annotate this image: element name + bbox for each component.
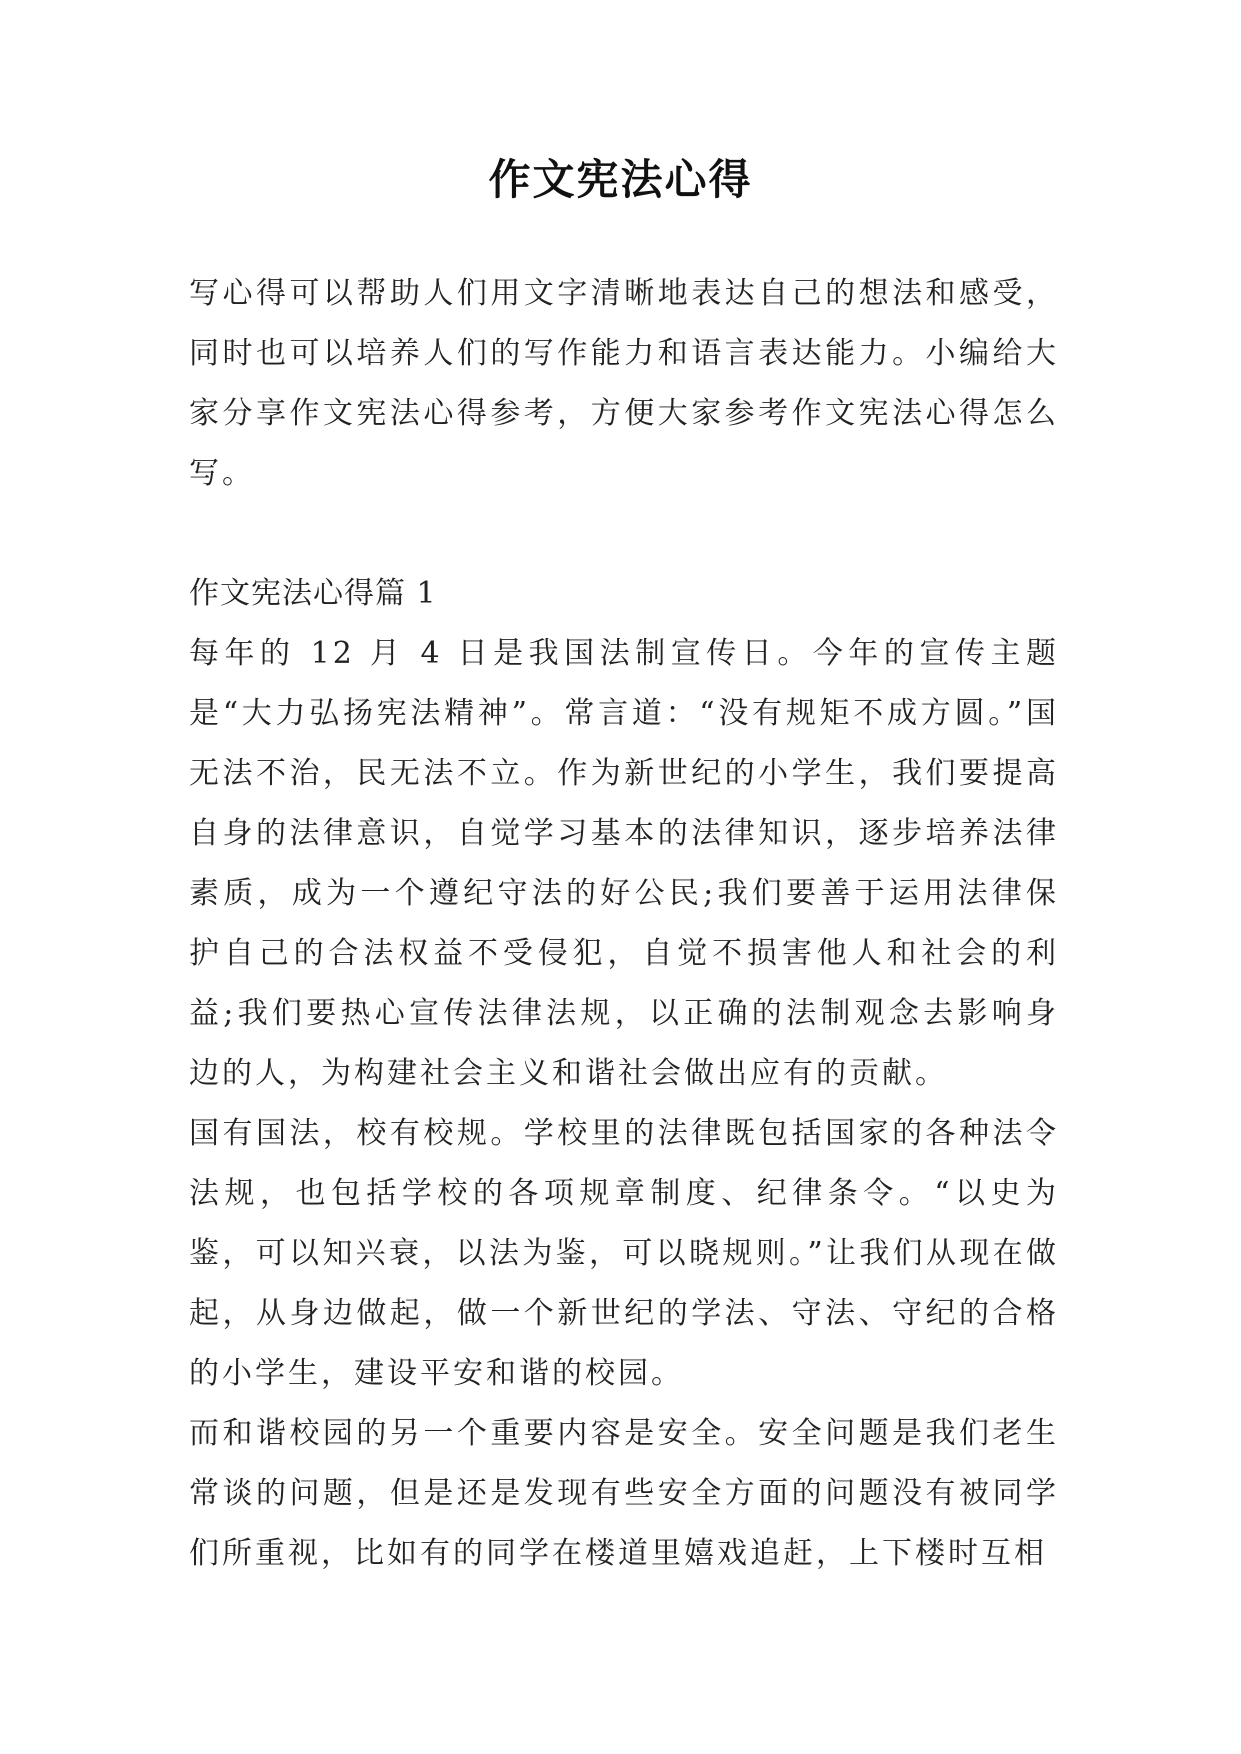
body-paragraph: 而和谐校园的另一个重要内容是安全。安全问题是我们老生常谈的问题，但是还是发现有些安全方面的问题没有被同学们所重视，比如有的同学在楼道里嬉戏追赶，上下楼时互相 <box>189 1416 1059 1571</box>
intro-paragraph: 写心得可以帮助人们用文字清晰地表达自己的想法和感受，同时也可以培养人们的写作能力和语言表达能力。小编给大家分享作文宪法心得参考，方便大家参考作文宪法心得怎么写。 <box>189 276 1059 491</box>
section-heading: 作文宪法心得篇 1 <box>189 576 437 611</box>
document-body <box>189 264 1059 1584</box>
document-title: 作文宪法心得 <box>488 155 753 204</box>
body-paragraph: 每年的 12 月 4 日是我国法制宣传日。今年的宣传主题是“大力弘扬宪法精神”。常言道：“没有规矩不成方圆。”国无法不治，民无法不立。作为新世纪的小学生，我们要提高自身的法律意识，自觉学习基本的法律知识，逐步培养法律素质，成为一个遵纪守法的好公民;我们要善于运用法律保护自己的合法权益不受侵犯，自觉不损害他人和社会的利益;我们要热心宣传法律法规，以正确的法制观念去影响身边的人，为构建社会主义和谐社会做出应有的贡献。 <box>189 636 1059 1091</box>
body-paragraph: 国有国法，校有校规。学校里的法律既包括国家的各种法令法规，也包括学校的各项规章制度、纪律条令。“以史为鉴，可以知兴衰，以法为鉴，可以晓规则。”让我们从现在做起，从身边做起，做一个新世纪的学法、守法、守纪的合格的小学生，建设平安和谐的校园。 <box>189 1116 1059 1391</box>
